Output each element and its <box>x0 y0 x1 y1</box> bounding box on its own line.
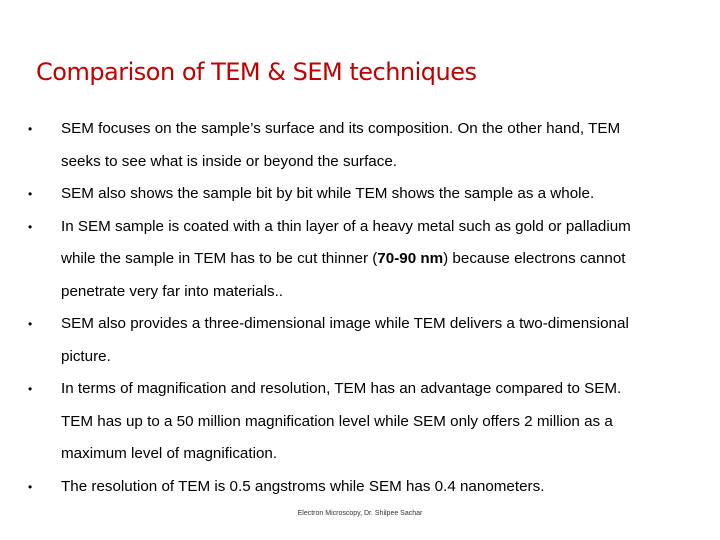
bullet-item <box>28 373 648 471</box>
slide-footer: Electron Microscopy, Dr. Shilpee Sachar <box>297 510 423 517</box>
bullet-text: In SEM sample is coated with a thin layer of a heavy metal such as gold or palladium while the sample in TEM has to be cut thinner ( <box>61 217 631 267</box>
bullet-text: The resolution of TEM is 0.5 angstroms while SEM has 0.4 nanometers. <box>61 477 545 495</box>
bullet-item <box>28 113 648 178</box>
bullet-item <box>28 178 648 211</box>
bullet-text: SEM focuses on the sample’s surface and its composition. On the other hand, TEM seeks to see what is inside or beyond the surface. <box>61 120 621 170</box>
bullet-dot: • <box>28 382 33 396</box>
bullet-bold-text: 70-90 nm <box>377 250 444 267</box>
bullet-item <box>28 211 648 309</box>
slide-title: Comparison of TEM & SEM techniques <box>36 58 477 86</box>
bullet-text-continued: ) because electrons cannot penetrate very far into materials.. <box>61 250 626 300</box>
bullet-dot: • <box>28 317 33 331</box>
bullet-dot: • <box>28 479 33 494</box>
bullet-dot: • <box>28 122 33 136</box>
bullet-list <box>28 113 648 503</box>
bullet-text: SEM also provides a three-dimensional image while TEM delivers a two-dimensional picture. <box>61 315 629 365</box>
bullet-text: In terms of magnification and resolution, TEM has an advantage compared to SEM. TEM has up to a 50 million magnification level while SEM only offers 2 million as a maximum level of magnification. <box>61 380 622 462</box>
bullet-item <box>28 471 648 504</box>
bullet-item <box>28 308 648 373</box>
bullet-dot: • <box>28 187 33 201</box>
bullet-text: SEM also shows the sample bit by bit while TEM shows the sample as a whole. <box>61 185 595 202</box>
bullet-dot: • <box>28 219 33 234</box>
